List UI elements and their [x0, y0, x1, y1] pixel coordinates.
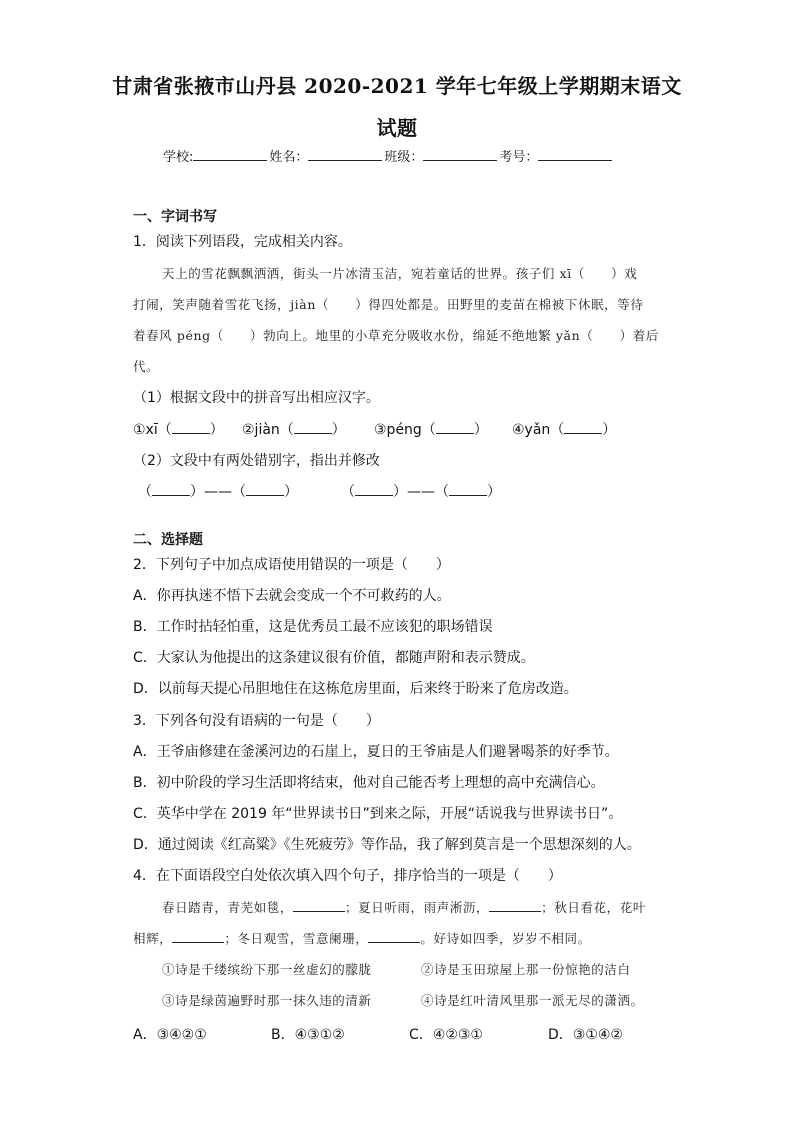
option-d: D．通过阅读《红高粱》《生死疲劳》等作品，我了解到莫言是一个思想深刻的人。 [133, 837, 641, 853]
sub-question: （1）根据文段中的拼音写出相应汉字。 [133, 390, 380, 406]
sentence-choice: ①诗是千缕缤纷下那一丝虚幻的朦胧 [162, 962, 372, 977]
school-field[interactable] [193, 148, 267, 161]
exam-title-line1: 甘肃省张掖市山丹县 2020-2021 学年七年级上学期期末语文 [112, 74, 682, 98]
option-b: B．初中阶段的学习生活即将结束，他对自己能否考上理想的高中充满信心。 [133, 775, 605, 791]
answer-blank[interactable] [246, 482, 284, 496]
option-c: C．大家认为他提出的这条建议很有价值，都随声附和表示赞成。 [133, 650, 535, 666]
answer-blank[interactable] [172, 420, 210, 434]
sentence-choice: ③诗是绿茵遍野时那一抹久违的清新 [162, 993, 372, 1008]
option-a: A．你再执迷不悟下去就会变成一个不可救药的人。 [133, 588, 451, 604]
option-a: A．王爷庙修建在釜溪河边的石崖上，夏日的王爷庙是人们避暑喝茶的好季节。 [133, 744, 619, 760]
answer-item: ③péng（ ） [374, 422, 488, 438]
correction-item: （ ）——（ ） [341, 484, 501, 500]
sub-question: （2）文段中有两处错别字，指出并修改 [133, 453, 380, 469]
question-stem: 1．阅读下列语段，完成相关内容。 [133, 234, 352, 250]
passage-line: 代。 [133, 359, 160, 374]
exam-number-field[interactable] [538, 148, 612, 161]
name-label: 姓名： [269, 150, 309, 165]
answer-option-d[interactable]: D．③①④② [548, 1027, 623, 1043]
passage-line: 相辉， ；冬日观雪，雪意阑珊， 。好诗如四季，岁岁不相同。 [133, 931, 591, 946]
answer-item: ④yǎn（ ） [512, 422, 617, 438]
answer-blank[interactable] [152, 482, 190, 496]
student-info-row [163, 146, 614, 165]
exam-title-line2: 试题 [376, 116, 418, 140]
class-label: 班级： [384, 150, 424, 165]
question-stem: 4．在下面语段空白处依次填入四个句子，排序恰当的一项是（ ） [133, 868, 562, 884]
answer-option-b[interactable]: B．④③①② [271, 1027, 345, 1043]
correction-item: （ ）——（ ） [138, 484, 298, 500]
answer-blank[interactable] [436, 420, 474, 434]
answer-option-c[interactable]: C．④②③① [409, 1027, 483, 1043]
sentence-choice: ②诗是玉田琼屋上那一份惊艳的洁白 [421, 962, 631, 977]
exam-number-label: 考号： [499, 150, 539, 165]
fill-blank[interactable] [489, 898, 541, 912]
fill-blank[interactable] [368, 929, 420, 943]
school-label: 学校: [163, 150, 194, 165]
passage-line: 天上的雪花飘飘洒洒，街头一片冰清玉洁，宛若童话的世界。孩子们 xī（ ）戏 [162, 266, 638, 281]
answer-item: ①xī（ ） [133, 422, 224, 438]
section-heading: 一、字词书写 [133, 209, 217, 225]
answer-option-a[interactable]: A．③④②① [133, 1027, 207, 1043]
answer-blank[interactable] [355, 482, 393, 496]
passage-line: 打闹，笑声随着雪花飞扬，jiàn（ ）得四处都是。田野里的麦苗在棉被下休眠，等待 [133, 297, 644, 312]
sentence-choice: ④诗是红叶清风里那一派无尽的潇洒。 [421, 993, 644, 1008]
answer-blank[interactable] [564, 420, 602, 434]
passage-line: 着春风 péng（ ）勃向上。地里的小草充分吸收水份，绵延不绝地繁 yǎn（ ）着后 [133, 328, 659, 343]
option-c: C．英华中学在 2019 年“世界读书日”到来之际，开展“话说我与世界读书日”。 [133, 806, 623, 822]
passage-line: 春日踏青，青芜如毯， ；夏日听雨，雨声淅沥， ；秋日看花，花叶 [162, 900, 646, 915]
name-field[interactable] [308, 148, 382, 161]
answer-item: ②jiàn（ ） [242, 422, 346, 438]
option-d: D．以前每天提心吊胆地住在这栋危房里面，后来终于盼来了危房改造。 [133, 681, 578, 697]
class-field[interactable] [423, 148, 497, 161]
fill-blank[interactable] [172, 929, 224, 943]
fill-blank[interactable] [293, 898, 345, 912]
answer-blank[interactable] [294, 420, 332, 434]
option-b: B．工作时拈轻怕重，这是优秀员工最不应该犯的职场错误 [133, 619, 493, 635]
question-stem: 3．下列各句没有语病的一句是（ ） [133, 713, 380, 729]
question-stem: 2．下列句子中加点成语使用错误的一项是（ ） [133, 557, 450, 573]
answer-blank[interactable] [449, 482, 487, 496]
section-heading: 二、选择题 [133, 532, 203, 548]
